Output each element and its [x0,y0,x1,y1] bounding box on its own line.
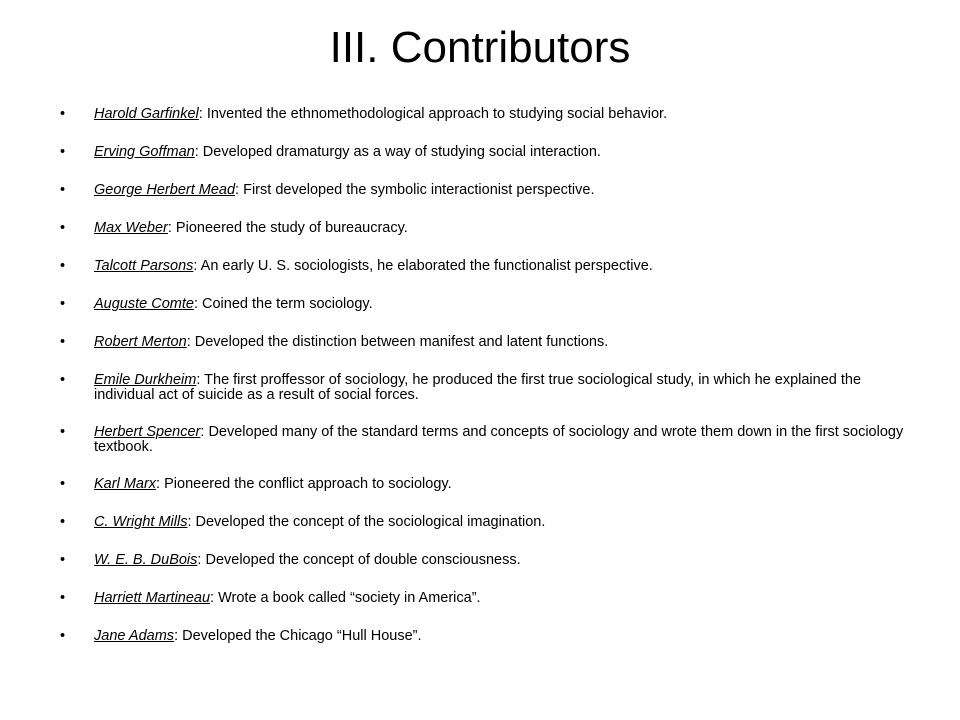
bullet-icon: • [60,220,66,236]
list-item [60,335,910,350]
contribution-text: First developed the symbolic interactionist perspective. [239,182,595,198]
separator: : [193,258,198,274]
contributor-name: Auguste Comte [94,296,194,312]
separator: : [156,476,161,492]
separator: : [198,106,203,122]
list-item [60,425,910,455]
contributor-name: Max Weber [94,220,168,236]
separator: : [210,590,215,606]
list-item [60,373,910,403]
contribution-text: Coined the term sociology. [197,296,373,312]
separator: : [194,144,199,160]
contributor-name: W. E. B. DuBois [94,552,198,568]
contributor-name: Talcott Parsons [94,258,194,274]
bullet-icon: • [60,476,66,492]
contribution-text: Invented the ethnomethodological approach to studying social behavior. [202,106,668,122]
separator: : [200,424,205,440]
contribution-text: Developed dramaturgy as a way of studying social interaction. [198,144,601,160]
bullet-icon: • [60,514,66,530]
list-item [60,515,910,530]
list-item [60,477,910,492]
contributor-name: C. Wright Mills [94,514,188,530]
contributor-name: Jane Adams [94,628,175,644]
bullet-icon: • [60,628,66,644]
bullet-icon: • [60,296,66,312]
contribution-text: The first proffessor of sociology, he produced the first true sociological study, in which he explained the individual act of suicide as a result of social forces. [94,372,862,403]
bullet-icon: • [60,106,66,122]
contributor-name: Harriett Martineau [94,590,211,606]
list-item [60,297,910,312]
contributor-name: Herbert Spencer [94,424,201,440]
list-item [60,107,910,122]
separator: : [187,514,192,530]
contribution-text: Developed the Chicago “Hull House”. [178,628,422,644]
bullet-icon: • [60,182,66,198]
contributor-name: Emile Durkheim [94,372,197,388]
contribution-text: Pioneered the study of bureaucracy. [171,220,408,236]
bullet-icon: • [60,552,66,568]
bullet-icon: • [60,590,66,606]
contributor-name: Karl Marx [94,476,157,492]
separator: : [235,182,240,198]
bullet-icon: • [60,144,66,160]
list-item [60,221,910,236]
contributors-list [60,107,910,667]
list-item [60,591,910,606]
separator: : [167,220,172,236]
contribution-text: Pioneered the conflict approach to sociology. [160,476,452,492]
contributor-name: Harold Garfinkel [94,106,199,122]
list-item [60,259,910,274]
bullet-icon: • [60,372,66,388]
contribution-text: Developed the distinction between manifest and latent functions. [190,334,609,350]
separator: : [196,372,201,388]
slide-title: III. Contributors [329,23,631,72]
contributor-name: George Herbert Mead [94,182,236,198]
separator: : [197,552,202,568]
contribution-text: Developed the concept of the sociological imagination. [191,514,546,530]
list-item [60,629,910,644]
contribution-text: Developed many of the standard terms and concepts of sociology and wrote them down in the first sociology textbook. [94,424,904,455]
separator: : [193,296,198,312]
contribution-text: An early U. S. sociologists, he elaborated the functionalist perspective. [197,258,653,274]
list-item [60,183,910,198]
list-item [60,553,910,568]
separator: : [174,628,179,644]
bullet-icon: • [60,334,66,350]
bullet-icon: • [60,424,66,440]
contribution-text: Wrote a book called “society in America”. [214,590,481,606]
bullet-icon: • [60,258,66,274]
list-item [60,145,910,160]
contributor-name: Robert Merton [94,334,187,350]
contribution-text: Developed the concept of double consciousness. [201,552,521,568]
contributor-name: Erving Goffman [94,144,195,160]
separator: : [186,334,191,350]
